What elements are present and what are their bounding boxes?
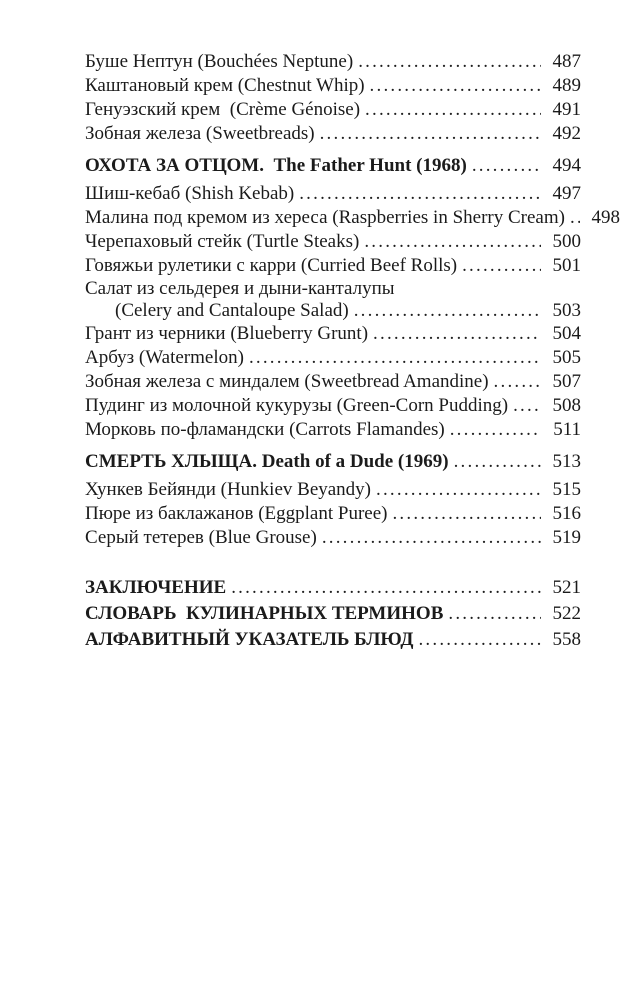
entry-title: СМЕРТЬ ХЛЫЩА. Death of a Dude (1969) xyxy=(85,451,449,472)
dot-leader xyxy=(462,254,541,278)
toc-entry-line xyxy=(85,502,581,526)
page-number: 498 xyxy=(591,207,620,228)
dot-leader xyxy=(376,478,541,502)
dot-leader xyxy=(570,206,580,230)
page-number: 505 xyxy=(552,347,581,368)
toc-entry xyxy=(85,627,581,653)
page-number: 504 xyxy=(552,323,581,344)
toc-entry-line xyxy=(85,182,581,206)
entry-title: СЛОВАРЬ КУЛИНАРНЫХ ТЕРМИНОВ xyxy=(85,603,444,624)
page-number: 521 xyxy=(552,577,581,598)
dot-leader xyxy=(454,450,541,474)
toc-entry-line xyxy=(85,526,581,550)
toc-entry xyxy=(85,98,581,122)
toc-entry-line xyxy=(85,478,581,502)
entry-title: Зобная железа с миндалем (Sweetbread Amandine) xyxy=(85,371,489,392)
page-number: 507 xyxy=(552,371,581,392)
entry-title: ЗАКЛЮЧЕНИЕ xyxy=(85,577,227,598)
toc-section xyxy=(85,450,581,550)
page-number: 497 xyxy=(552,183,581,204)
entry-title: Грант из черники (Blueberry Grunt) xyxy=(85,323,369,344)
dot-leader xyxy=(448,601,541,627)
toc-entry-line xyxy=(85,450,581,474)
page-number: 522 xyxy=(552,603,581,624)
dot-leader xyxy=(365,98,541,122)
page-number: 511 xyxy=(553,419,581,440)
entry-title: ОХОТА ЗА ОТЦОМ. The Father Hunt (1968) xyxy=(85,155,467,176)
dot-leader xyxy=(299,182,541,206)
dot-leader xyxy=(373,322,541,346)
dot-leader xyxy=(364,230,541,254)
dot-leader xyxy=(418,627,541,653)
page-number: 519 xyxy=(552,527,581,548)
dot-leader xyxy=(322,526,541,550)
page-number: 500 xyxy=(552,231,581,252)
dot-leader xyxy=(392,502,541,526)
toc-section xyxy=(85,50,581,146)
toc-entry xyxy=(85,418,581,442)
page-number: 513 xyxy=(552,451,581,472)
toc-entry xyxy=(85,278,581,322)
toc-entry xyxy=(85,50,581,74)
toc-entry xyxy=(85,206,620,230)
toc-entry xyxy=(85,478,581,502)
entry-title: Морковь по-фламандски (Carrots Flamandes) xyxy=(85,419,445,440)
entry-title: Зобная железа (Sweetbreads) xyxy=(85,123,315,144)
dot-leader xyxy=(472,154,541,178)
page-number: 494 xyxy=(552,155,581,176)
toc-entry xyxy=(85,394,581,418)
toc-entry xyxy=(85,74,581,98)
page-number: 492 xyxy=(552,123,581,144)
page-number: 489 xyxy=(552,75,581,96)
toc-entry xyxy=(85,322,581,346)
dot-leader xyxy=(494,370,541,394)
page-number: 491 xyxy=(552,99,581,120)
toc-entry-line xyxy=(85,418,581,442)
toc-entry-line xyxy=(85,230,581,254)
toc-entry-line xyxy=(85,254,581,278)
entry-title: Пудинг из молочной кукурузы (Green-Corn Pudding) xyxy=(85,395,509,416)
toc-entry-line xyxy=(85,370,581,394)
dot-leader xyxy=(450,418,541,442)
toc-entry xyxy=(85,122,581,146)
entry-title: АЛФАВИТНЫЙ УКАЗАТЕЛЬ БЛЮД xyxy=(85,629,414,650)
toc-entry-line xyxy=(85,98,581,122)
entry-title: Черепаховый стейк (Turtle Steaks) xyxy=(85,231,360,252)
entry-title: Пюре из баклажанов (Eggplant Puree) xyxy=(85,503,388,524)
toc-entry xyxy=(85,526,581,550)
entry-title: Арбуз (Watermelon) xyxy=(85,347,244,368)
dot-leader xyxy=(370,74,541,98)
toc-section xyxy=(85,154,620,442)
dot-leader xyxy=(320,122,541,146)
entry-title: Хункев Бейянди (Hunkiev Beyandy) xyxy=(85,479,372,500)
toc-entry-line xyxy=(85,627,581,653)
page-number: 516 xyxy=(552,503,581,524)
toc-section xyxy=(85,575,581,653)
toc-entry-line xyxy=(85,575,581,601)
page-number: 501 xyxy=(552,255,581,276)
toc-entry xyxy=(85,346,581,370)
dot-leader xyxy=(354,300,541,322)
toc-entry xyxy=(85,502,581,526)
page-number: 487 xyxy=(552,51,581,72)
entry-title: (Celery and Cantaloupe Salad) xyxy=(115,300,349,321)
entry-title: Генуэзский крем (Crème Génoise) xyxy=(85,99,361,120)
dot-leader xyxy=(358,50,541,74)
toc-entry-line xyxy=(85,601,581,627)
toc-entry xyxy=(85,370,581,394)
page-number: 515 xyxy=(552,479,581,500)
toc-entry xyxy=(85,182,581,206)
entry-title: Серый тетерев (Blue Grouse) xyxy=(85,527,317,548)
page-number: 508 xyxy=(552,395,581,416)
dot-leader xyxy=(249,346,541,370)
dot-leader xyxy=(513,394,541,418)
toc-entry-line xyxy=(85,322,581,346)
page-number: 558 xyxy=(552,629,581,650)
toc-entry xyxy=(85,254,581,278)
toc-entry xyxy=(85,601,581,627)
toc-entry xyxy=(85,230,581,254)
entry-title: Малина под кремом из хереса (Raspberries in Sherry Cream) xyxy=(85,207,565,228)
toc-section-header xyxy=(85,154,581,178)
dot-leader xyxy=(231,575,541,601)
entry-title: Каштановый крем (Chestnut Whip) xyxy=(85,75,365,96)
entry-title-first-line: Салат из сельдерея и дыни-канталупы xyxy=(85,278,395,299)
entry-title: Буше Нептун (Bouchées Neptune) xyxy=(85,51,354,72)
toc-entry-line xyxy=(85,122,581,146)
page-number: 503 xyxy=(552,300,581,321)
toc-entry-line xyxy=(85,394,581,418)
entry-title: Говяжьи рулетики с карри (Curried Beef Rolls) xyxy=(85,255,458,276)
toc-entry xyxy=(85,575,581,601)
toc-entry-line xyxy=(85,206,620,230)
toc-entry-line xyxy=(85,50,581,74)
toc-section-header xyxy=(85,450,581,474)
toc-entry-line xyxy=(85,300,581,322)
entry-title: Шиш-кебаб (Shish Kebab) xyxy=(85,183,295,204)
toc-entry-line xyxy=(85,346,581,370)
toc-entry-line xyxy=(85,154,581,178)
toc-entry-line xyxy=(85,74,581,98)
